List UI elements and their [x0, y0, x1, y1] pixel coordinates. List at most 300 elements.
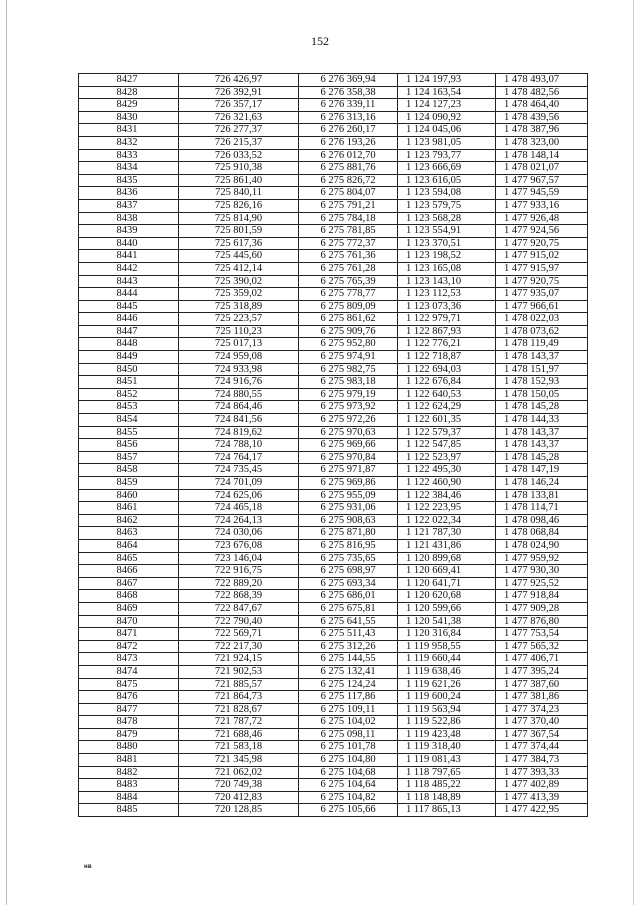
table-row [79, 262, 588, 275]
coordinate-y2-cell: 1 477 370,40 [496, 716, 588, 729]
point-number-cell: 8466 [79, 565, 179, 578]
table-row [79, 703, 588, 716]
coordinate-x-cell: 724 735,45 [179, 464, 299, 477]
table-row [79, 174, 588, 187]
table-row [79, 678, 588, 691]
table-row [79, 766, 588, 779]
coordinate-y-cell: 6 275 972,26 [299, 414, 398, 427]
coordinate-x2-cell: 1 118 148,89 [398, 791, 496, 804]
coordinate-y-cell: 6 275 641,55 [299, 615, 398, 628]
coordinate-y2-cell: 1 478 493,07 [496, 74, 588, 87]
coordinate-x2-cell: 1 119 638,46 [398, 665, 496, 678]
point-number-cell: 8467 [79, 577, 179, 590]
coordinate-y2-cell: 1 477 876,80 [496, 615, 588, 628]
coordinate-x2-cell: 1 122 979,71 [398, 313, 496, 326]
table-row [79, 237, 588, 250]
coordinate-y2-cell: 1 478 147,19 [496, 464, 588, 477]
coordinate-x-cell: 726 426,97 [179, 74, 299, 87]
coordinate-x-cell: 725 861,40 [179, 174, 299, 187]
coordinate-x2-cell: 1 122 579,37 [398, 426, 496, 439]
coordinate-x-cell: 726 033,52 [179, 149, 299, 162]
coordinate-x2-cell: 1 118 797,65 [398, 766, 496, 779]
coordinate-x2-cell: 1 122 601,35 [398, 414, 496, 427]
coordinate-y-cell: 6 275 861,62 [299, 313, 398, 326]
coordinate-x2-cell: 1 122 547,85 [398, 439, 496, 452]
coordinate-x-cell: 725 017,13 [179, 338, 299, 351]
coordinate-x-cell: 725 617,36 [179, 237, 299, 250]
coordinate-y-cell: 6 275 104,68 [299, 766, 398, 779]
point-number-cell: 8443 [79, 275, 179, 288]
point-number-cell: 8451 [79, 376, 179, 389]
table-row [79, 401, 588, 414]
coordinate-x2-cell: 1 119 423,48 [398, 728, 496, 741]
coordinate-x-cell: 723 146,04 [179, 552, 299, 565]
coordinate-x-cell: 725 910,38 [179, 162, 299, 175]
point-number-cell: 8474 [79, 665, 179, 678]
point-number-cell: 8460 [79, 489, 179, 502]
point-number-cell: 8428 [79, 86, 179, 99]
coordinate-y-cell: 6 275 761,36 [299, 250, 398, 263]
coordinate-x-cell: 720 128,85 [179, 804, 299, 817]
coordinate-y2-cell: 1 477 915,02 [496, 250, 588, 263]
point-number-cell: 8476 [79, 691, 179, 704]
coordinate-y-cell: 6 275 826,72 [299, 174, 398, 187]
coordinate-y-cell: 6 275 804,07 [299, 187, 398, 200]
coordinate-x2-cell: 1 122 776,21 [398, 338, 496, 351]
table-row [79, 565, 588, 578]
coordinate-x2-cell: 1 122 624,29 [398, 401, 496, 414]
table-row [79, 74, 588, 87]
coordinate-x2-cell: 1 123 143,10 [398, 275, 496, 288]
table-row [79, 489, 588, 502]
point-number-cell: 8475 [79, 678, 179, 691]
coordinate-x-cell: 724 701,09 [179, 477, 299, 490]
coordinate-y-cell: 6 275 908,63 [299, 514, 398, 527]
coordinate-y2-cell: 1 478 439,56 [496, 111, 588, 124]
coordinate-y-cell: 6 275 765,39 [299, 275, 398, 288]
table-row [79, 149, 588, 162]
coordinate-y-cell: 6 275 098,11 [299, 728, 398, 741]
coordinate-x2-cell: 1 120 899,68 [398, 552, 496, 565]
coordinate-x2-cell: 1 123 981,05 [398, 136, 496, 149]
coordinate-x-cell: 720 412,83 [179, 791, 299, 804]
coordinate-x2-cell: 1 123 198,52 [398, 250, 496, 263]
table-row [79, 539, 588, 552]
coordinate-y-cell: 6 275 979,19 [299, 388, 398, 401]
coordinate-x-cell: 725 318,89 [179, 300, 299, 313]
table-row [79, 250, 588, 263]
coordinate-y2-cell: 1 477 422,95 [496, 804, 588, 817]
point-number-cell: 8453 [79, 401, 179, 414]
coordinate-y-cell: 6 275 104,82 [299, 791, 398, 804]
table-row [79, 514, 588, 527]
table-row [79, 338, 588, 351]
coordinate-x2-cell: 1 117 865,13 [398, 804, 496, 817]
table-row [79, 741, 588, 754]
coordinate-y-cell: 6 275 784,18 [299, 212, 398, 225]
coordinate-y-cell: 6 275 132,41 [299, 665, 398, 678]
coordinate-y-cell: 6 275 109,11 [299, 703, 398, 716]
coordinate-x2-cell: 1 124 090,92 [398, 111, 496, 124]
coordinate-x-cell: 725 814,90 [179, 212, 299, 225]
coordinate-y2-cell: 1 477 920,75 [496, 275, 588, 288]
coordinate-y-cell: 6 275 970,84 [299, 451, 398, 464]
table-row [79, 313, 588, 326]
point-number-cell: 8436 [79, 187, 179, 200]
point-number-cell: 8447 [79, 325, 179, 338]
coordinate-x2-cell: 1 118 485,22 [398, 779, 496, 792]
table-row [79, 590, 588, 603]
coordinate-y2-cell: 1 477 387,60 [496, 678, 588, 691]
table-row [79, 628, 588, 641]
point-number-cell: 8441 [79, 250, 179, 263]
coordinate-y2-cell: 1 478 021,07 [496, 162, 588, 175]
coordinate-y-cell: 6 275 772,37 [299, 237, 398, 250]
coordinate-x2-cell: 1 120 620,68 [398, 590, 496, 603]
coordinate-x-cell: 726 321,63 [179, 111, 299, 124]
coordinate-y-cell: 6 275 982,75 [299, 363, 398, 376]
coordinate-y2-cell: 1 477 930,30 [496, 565, 588, 578]
table-row [79, 602, 588, 615]
coordinate-y2-cell: 1 478 145,28 [496, 401, 588, 414]
coordinate-x2-cell: 1 120 316,84 [398, 628, 496, 641]
coordinate-y2-cell: 1 477 367,54 [496, 728, 588, 741]
point-number-cell: 8459 [79, 477, 179, 490]
coordinate-x-cell: 725 840,11 [179, 187, 299, 200]
coordinate-x-cell: 721 583,18 [179, 741, 299, 754]
coordinate-x-cell: 721 345,98 [179, 754, 299, 767]
coordinate-y-cell: 6 275 312,26 [299, 640, 398, 653]
coordinate-y-cell: 6 275 735,65 [299, 552, 398, 565]
coordinate-y2-cell: 1 477 374,44 [496, 741, 588, 754]
coordinate-x-cell: 725 110,23 [179, 325, 299, 338]
coordinate-x-cell: 724 819,62 [179, 426, 299, 439]
point-number-cell: 8471 [79, 628, 179, 641]
point-number-cell: 8427 [79, 74, 179, 87]
point-number-cell: 8477 [79, 703, 179, 716]
point-number-cell: 8473 [79, 653, 179, 666]
coordinate-y2-cell: 1 477 909,28 [496, 602, 588, 615]
table-row [79, 99, 588, 112]
point-number-cell: 8481 [79, 754, 179, 767]
coordinate-y2-cell: 1 478 464,40 [496, 99, 588, 112]
coordinate-x2-cell: 1 120 599,66 [398, 602, 496, 615]
coordinate-y2-cell: 1 478 150,05 [496, 388, 588, 401]
footer-initials: нв [84, 864, 92, 870]
coordinate-y-cell: 6 275 816,95 [299, 539, 398, 552]
coordinate-y2-cell: 1 478 148,14 [496, 149, 588, 162]
table-row [79, 111, 588, 124]
coordinate-y-cell: 6 275 871,80 [299, 527, 398, 540]
coordinate-x2-cell: 1 123 112,53 [398, 288, 496, 301]
coordinate-y2-cell: 1 477 384,73 [496, 754, 588, 767]
coordinate-y-cell: 6 275 104,64 [299, 779, 398, 792]
coordinate-x-cell: 724 959,08 [179, 351, 299, 364]
table-row [79, 451, 588, 464]
coordinate-y2-cell: 1 478 482,56 [496, 86, 588, 99]
point-number-cell: 8462 [79, 514, 179, 527]
point-number-cell: 8431 [79, 124, 179, 137]
coordinate-y2-cell: 1 477 565,32 [496, 640, 588, 653]
coordinate-x2-cell: 1 122 676,84 [398, 376, 496, 389]
coordinate-y2-cell: 1 477 374,23 [496, 703, 588, 716]
coordinate-y2-cell: 1 478 387,96 [496, 124, 588, 137]
point-number-cell: 8482 [79, 766, 179, 779]
coordinate-x-cell: 724 933,98 [179, 363, 299, 376]
coordinate-x2-cell: 1 119 081,43 [398, 754, 496, 767]
point-number-cell: 8442 [79, 262, 179, 275]
coordinate-x-cell: 721 787,72 [179, 716, 299, 729]
coordinate-x2-cell: 1 123 616,05 [398, 174, 496, 187]
coordinate-y-cell: 6 275 952,80 [299, 338, 398, 351]
coordinate-x2-cell: 1 124 127,23 [398, 99, 496, 112]
coordinate-y2-cell: 1 477 967,57 [496, 174, 588, 187]
coordinate-y2-cell: 1 478 114,71 [496, 502, 588, 515]
coordinate-x-cell: 724 625,06 [179, 489, 299, 502]
table-row [79, 804, 588, 817]
coordinate-x-cell: 721 864,73 [179, 691, 299, 704]
coordinate-x2-cell: 1 120 641,71 [398, 577, 496, 590]
coordinate-x-cell: 722 847,67 [179, 602, 299, 615]
coordinate-x-cell: 721 902,53 [179, 665, 299, 678]
coordinate-x2-cell: 1 119 318,40 [398, 741, 496, 754]
table-row [79, 212, 588, 225]
coordinate-y-cell: 6 275 124,24 [299, 678, 398, 691]
scan-edge-left [6, 0, 7, 905]
table-row [79, 716, 588, 729]
point-number-cell: 8461 [79, 502, 179, 515]
coordinate-y-cell: 6 275 881,76 [299, 162, 398, 175]
coordinate-x-cell: 722 569,71 [179, 628, 299, 641]
coordinate-y2-cell: 1 477 924,56 [496, 225, 588, 238]
table-row [79, 124, 588, 137]
table-row [79, 300, 588, 313]
point-number-cell: 8446 [79, 313, 179, 326]
coordinate-y-cell: 6 276 313,16 [299, 111, 398, 124]
table-row [79, 162, 588, 175]
coordinate-x-cell: 724 916,76 [179, 376, 299, 389]
coordinate-y-cell: 6 275 971,87 [299, 464, 398, 477]
point-number-cell: 8483 [79, 779, 179, 792]
coordinate-y-cell: 6 275 101,78 [299, 741, 398, 754]
coordinate-y-cell: 6 275 778,77 [299, 288, 398, 301]
coordinate-x-cell: 724 264,13 [179, 514, 299, 527]
coordinate-x-cell: 722 916,75 [179, 565, 299, 578]
coordinate-x-cell: 725 223,57 [179, 313, 299, 326]
coordinate-y2-cell: 1 477 926,48 [496, 212, 588, 225]
coordinate-y-cell: 6 275 144,55 [299, 653, 398, 666]
coordinate-y-cell: 6 276 339,11 [299, 99, 398, 112]
table-row [79, 288, 588, 301]
coordinate-x2-cell: 1 122 640,53 [398, 388, 496, 401]
coordinate-y2-cell: 1 477 933,16 [496, 199, 588, 212]
coordinate-y-cell: 6 276 012,70 [299, 149, 398, 162]
coordinate-y-cell: 6 275 698,97 [299, 565, 398, 578]
point-number-cell: 8430 [79, 111, 179, 124]
point-number-cell: 8448 [79, 338, 179, 351]
coordinate-x2-cell: 1 119 660,44 [398, 653, 496, 666]
table-row [79, 728, 588, 741]
coordinate-x2-cell: 1 124 045,06 [398, 124, 496, 137]
table-row [79, 275, 588, 288]
coordinate-x-cell: 725 359,02 [179, 288, 299, 301]
coordinate-y-cell: 6 275 955,09 [299, 489, 398, 502]
coordinate-y-cell: 6 275 511,43 [299, 628, 398, 641]
coordinate-y2-cell: 1 478 152,93 [496, 376, 588, 389]
coordinate-x-cell: 722 217,30 [179, 640, 299, 653]
point-number-cell: 8468 [79, 590, 179, 603]
coordinate-y2-cell: 1 478 143,37 [496, 439, 588, 452]
coordinate-y2-cell: 1 478 151,97 [496, 363, 588, 376]
coordinate-x2-cell: 1 122 867,93 [398, 325, 496, 338]
table-row [79, 351, 588, 364]
coordinate-y2-cell: 1 477 959,92 [496, 552, 588, 565]
coordinate-y-cell: 6 275 983,18 [299, 376, 398, 389]
coordinate-y2-cell: 1 478 323,00 [496, 136, 588, 149]
point-number-cell: 8456 [79, 439, 179, 452]
table-row [79, 426, 588, 439]
coordinate-x-cell: 724 788,10 [179, 439, 299, 452]
coordinate-y2-cell: 1 477 966,61 [496, 300, 588, 313]
coordinate-y-cell: 6 275 105,66 [299, 804, 398, 817]
coordinate-x-cell: 726 357,17 [179, 99, 299, 112]
coordinate-x2-cell: 1 119 522,86 [398, 716, 496, 729]
coordinate-y-cell: 6 275 931,06 [299, 502, 398, 515]
coordinate-y2-cell: 1 478 073,62 [496, 325, 588, 338]
coordinate-y-cell: 6 275 970,63 [299, 426, 398, 439]
table-row [79, 136, 588, 149]
coordinate-y2-cell: 1 477 402,89 [496, 779, 588, 792]
coordinates-table [78, 73, 588, 817]
point-number-cell: 8465 [79, 552, 179, 565]
table-row [79, 376, 588, 389]
point-number-cell: 8464 [79, 539, 179, 552]
coordinate-x2-cell: 1 119 958,55 [398, 640, 496, 653]
coordinate-y2-cell: 1 477 925,52 [496, 577, 588, 590]
coordinate-x2-cell: 1 123 554,91 [398, 225, 496, 238]
coordinate-x2-cell: 1 122 022,34 [398, 514, 496, 527]
point-number-cell: 8484 [79, 791, 179, 804]
coordinate-y-cell: 6 275 969,86 [299, 477, 398, 490]
table-row [79, 199, 588, 212]
table-row [79, 464, 588, 477]
coordinate-x-cell: 725 801,59 [179, 225, 299, 238]
coordinate-x2-cell: 1 123 793,77 [398, 149, 496, 162]
point-number-cell: 8485 [79, 804, 179, 817]
coordinate-y-cell: 6 275 104,02 [299, 716, 398, 729]
coordinate-x-cell: 721 885,57 [179, 678, 299, 691]
coordinate-x-cell: 725 826,16 [179, 199, 299, 212]
table-row [79, 615, 588, 628]
table-row [79, 665, 588, 678]
coordinate-y2-cell: 1 477 381,86 [496, 691, 588, 704]
page-number: 152 [311, 34, 329, 48]
point-number-cell: 8433 [79, 149, 179, 162]
coordinate-y2-cell: 1 478 119,49 [496, 338, 588, 351]
point-number-cell: 8455 [79, 426, 179, 439]
coordinate-x2-cell: 1 122 495,30 [398, 464, 496, 477]
coordinate-x2-cell: 1 122 718,87 [398, 351, 496, 364]
coordinate-x-cell: 721 924,15 [179, 653, 299, 666]
table-row [79, 187, 588, 200]
coordinate-y-cell: 6 275 686,01 [299, 590, 398, 603]
coordinate-y2-cell: 1 477 920,75 [496, 237, 588, 250]
coordinate-x2-cell: 1 123 370,51 [398, 237, 496, 250]
table-row [79, 502, 588, 515]
coordinate-y2-cell: 1 478 098,46 [496, 514, 588, 527]
table-row [79, 477, 588, 490]
coordinate-y2-cell: 1 478 024,90 [496, 539, 588, 552]
coordinate-x-cell: 724 465,18 [179, 502, 299, 515]
scan-edge-right [633, 0, 634, 905]
coordinate-x2-cell: 1 121 431,86 [398, 539, 496, 552]
point-number-cell: 8432 [79, 136, 179, 149]
coordinate-x2-cell: 1 119 563,94 [398, 703, 496, 716]
table-row [79, 552, 588, 565]
coordinate-x2-cell: 1 123 165,08 [398, 262, 496, 275]
point-number-cell: 8470 [79, 615, 179, 628]
coordinate-x-cell: 722 889,20 [179, 577, 299, 590]
coordinate-x2-cell: 1 122 384,46 [398, 489, 496, 502]
point-number-cell: 8438 [79, 212, 179, 225]
point-number-cell: 8480 [79, 741, 179, 754]
point-number-cell: 8449 [79, 351, 179, 364]
coordinate-y-cell: 6 275 693,34 [299, 577, 398, 590]
table-row [79, 363, 588, 376]
coordinate-y-cell: 6 275 675,81 [299, 602, 398, 615]
coordinate-x2-cell: 1 124 163,54 [398, 86, 496, 99]
coordinate-x2-cell: 1 122 694,03 [398, 363, 496, 376]
point-number-cell: 8478 [79, 716, 179, 729]
point-number-cell: 8439 [79, 225, 179, 238]
coordinate-y-cell: 6 275 974,91 [299, 351, 398, 364]
coordinate-y-cell: 6 275 791,21 [299, 199, 398, 212]
table-row [79, 577, 588, 590]
coordinate-y2-cell: 1 478 145,28 [496, 451, 588, 464]
coordinate-x2-cell: 1 123 579,75 [398, 199, 496, 212]
coordinate-x-cell: 724 030,06 [179, 527, 299, 540]
coordinate-x2-cell: 1 122 223,95 [398, 502, 496, 515]
point-number-cell: 8479 [79, 728, 179, 741]
table-row [79, 691, 588, 704]
coordinate-y-cell: 6 275 909,76 [299, 325, 398, 338]
point-number-cell: 8435 [79, 174, 179, 187]
coordinate-x-cell: 721 688,46 [179, 728, 299, 741]
coordinate-x2-cell: 1 120 669,41 [398, 565, 496, 578]
coordinate-y2-cell: 1 477 935,07 [496, 288, 588, 301]
coordinate-x-cell: 725 445,60 [179, 250, 299, 263]
table-row [79, 754, 588, 767]
coordinate-x2-cell: 1 123 073,36 [398, 300, 496, 313]
coordinate-y2-cell: 1 477 915,97 [496, 262, 588, 275]
coordinates-table-body [79, 74, 588, 817]
point-number-cell: 8444 [79, 288, 179, 301]
coordinate-y2-cell: 1 477 393,33 [496, 766, 588, 779]
coordinate-x-cell: 724 864,46 [179, 401, 299, 414]
point-number-cell: 8437 [79, 199, 179, 212]
table-row [79, 325, 588, 338]
coordinate-y-cell: 6 275 973,92 [299, 401, 398, 414]
coordinate-y-cell: 6 276 369,94 [299, 74, 398, 87]
coordinate-y2-cell: 1 478 143,37 [496, 426, 588, 439]
coordinate-x2-cell: 1 119 600,24 [398, 691, 496, 704]
point-number-cell: 8454 [79, 414, 179, 427]
coordinate-x2-cell: 1 123 568,28 [398, 212, 496, 225]
coordinate-y2-cell: 1 478 146,24 [496, 477, 588, 490]
coordinate-x-cell: 724 880,55 [179, 388, 299, 401]
coordinate-x-cell: 723 676,08 [179, 539, 299, 552]
point-number-cell: 8469 [79, 602, 179, 615]
